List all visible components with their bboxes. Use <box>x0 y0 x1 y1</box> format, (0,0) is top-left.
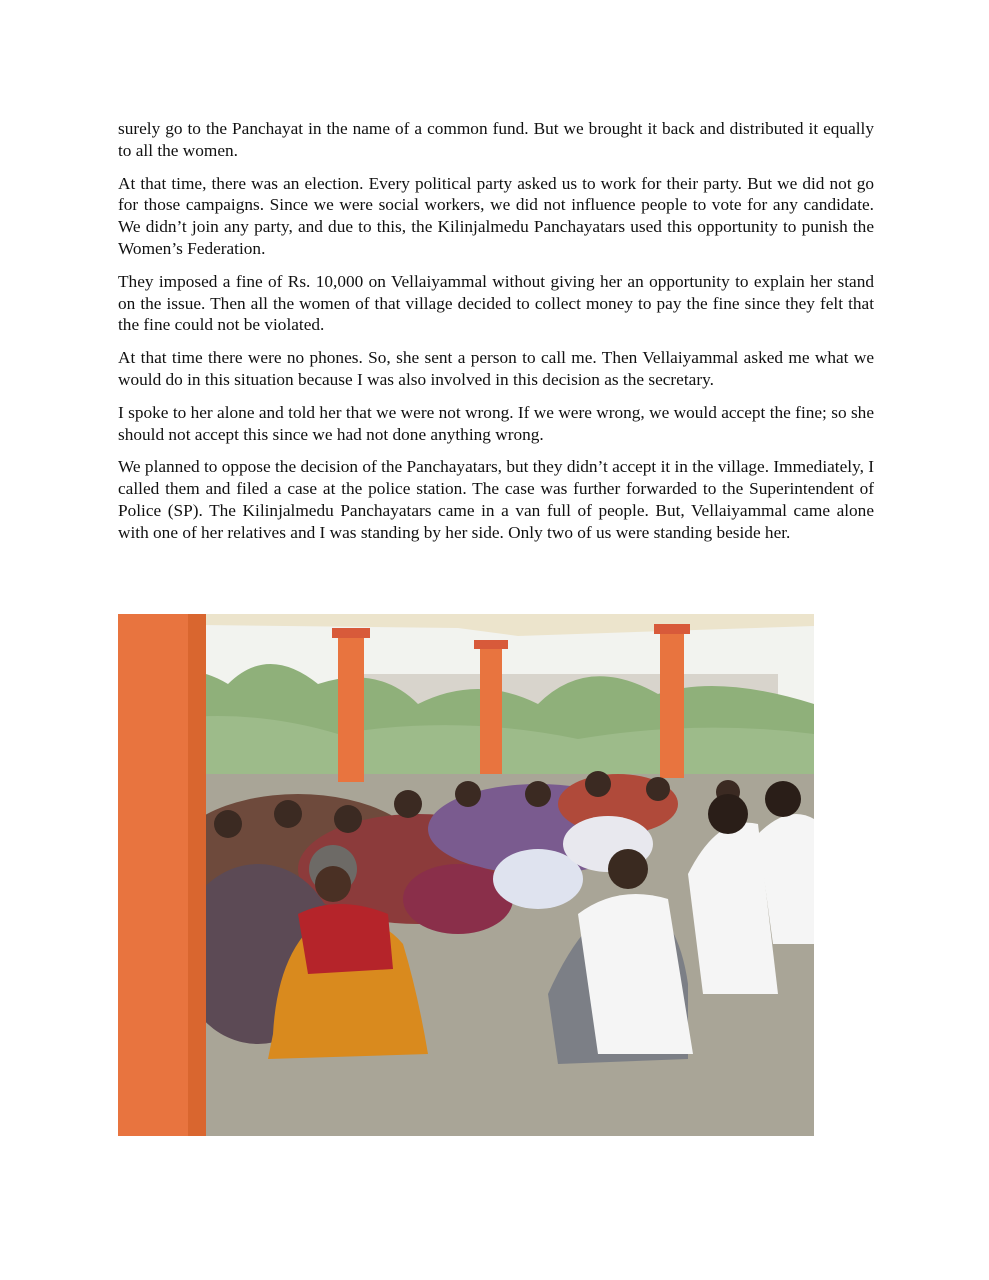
front-pillar-shade <box>188 614 206 1136</box>
pillar <box>480 644 502 774</box>
paragraph-3: They imposed a fine of Rs. 10,000 on Vellaiyammal without giving her an opportunity to explain her stand on the issue. Then all the women of that village decided to collect money to pay the fine since they felt that the fine could not be violated. <box>118 271 874 335</box>
paragraph-1: surely go to the Panchayat in the name of a common fund. But we brought it back and distributed it equally to all the women. <box>118 119 874 160</box>
pillar-cap <box>474 640 508 649</box>
meeting-photo-illustration <box>118 614 814 1136</box>
paragraph-6: We planned to oppose the decision of the Panchayatars, but they didn’t accept it in the village. Immediately, I called them and filed a case at the police station. The case was further forwarded to the Superintendent of Police (SP). The Kilinjalmedu Panchayatars came in a van full of people. But, Vellaiyammal came alone with one of her relatives and I was standing by her side. Only two of us were standing beside her. <box>118 457 874 542</box>
pillar-cap <box>654 624 690 634</box>
pillar <box>338 632 364 782</box>
pillar-cap <box>332 628 370 638</box>
pillar <box>660 628 684 778</box>
body-text <box>118 118 874 555</box>
meeting-photo <box>118 614 814 1136</box>
paragraph-4: At that time there were no phones. So, she sent a person to call me. Then Vellaiyammal asked me what we would do in this situation because I was also involved in this decision as the secretary. <box>118 348 874 389</box>
paragraph-5: I spoke to her alone and told her that we were not wrong. If we were wrong, we would accept the fine; so she should not accept this since we had not done anything wrong. <box>118 402 874 444</box>
paragraph-2: At that time, there was an election. Every political party asked us to work for their party. But we did not go for those campaigns. Since we were social workers, we did not influence people to vote for any candidate. We didn’t join any party, and due to this, the Kilinjalmedu Panchayatars used this opportunity to punish the Women’s Federation. <box>118 173 874 258</box>
